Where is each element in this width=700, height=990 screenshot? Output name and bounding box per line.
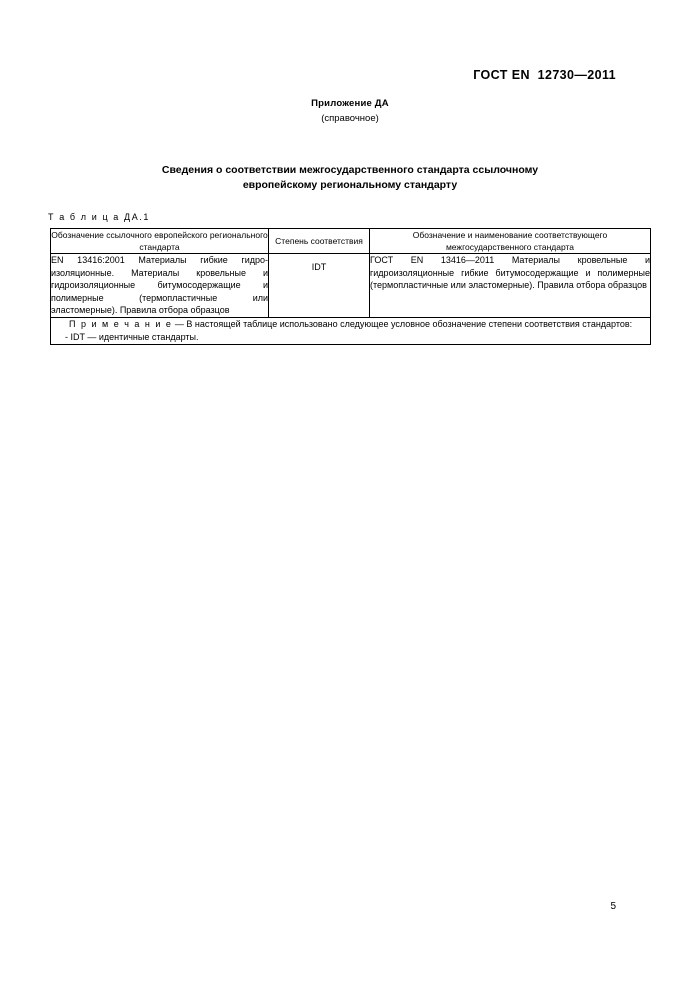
table-row <box>51 254 651 318</box>
table-header-cell-corresponding: Обозначение и наименование соответствующего межгосударственного стандарта <box>370 229 651 254</box>
table-note <box>51 317 651 344</box>
cell-reference-standard: EN 13416:2001 Материалы гибкие гидроизоляционные. Материалы кровельные и гидроизоляционные битумосодержащие и полимерные (термопластичные или эластомерные). Правила отбора образцов <box>51 255 268 315</box>
table-header-cell-degree: Степень соответствия <box>269 229 370 254</box>
annex-title: Приложение ДА <box>311 98 389 109</box>
page-title-line-2: европейскому региональному стандарту <box>242 179 458 191</box>
page-header-standard-id: ГОСТ EN 12730—2011 <box>473 68 616 82</box>
table-note-item: - IDT — идентичные стандарты. <box>65 331 199 342</box>
table-note-text: — В настоящей таблице использовано следующее условное обозначение степени соответствия стандартов: <box>172 318 633 329</box>
table-header-row <box>51 229 651 254</box>
table-note-row <box>51 317 651 344</box>
annex-heading <box>0 98 700 124</box>
table-note-lead: П р и м е ч а н и е <box>69 318 173 329</box>
table-caption: Т а б л и ц а ДА.1 <box>48 212 151 222</box>
cell-degree: IDT <box>269 254 370 318</box>
page-number: 5 <box>610 901 616 912</box>
page-title-line-1: Сведения о соответствии межгосударственного стандарта ссылочному <box>161 164 539 176</box>
page-title <box>84 163 616 193</box>
compliance-table <box>50 228 651 345</box>
annex-subtitle: (справочное) <box>321 113 379 124</box>
table-note-body <box>51 318 650 331</box>
table-header-cell-reference: Обозначение ссылочного европейского регионального стандарта <box>51 230 268 252</box>
cell-corresponding-standard: ГОСТ EN 13416—2011 Материалы кровельные и гидроизоляционные гибкие битумосодержащие и полимерные (термопластичные или эластомерные). Правила отбора образцов <box>370 254 651 318</box>
